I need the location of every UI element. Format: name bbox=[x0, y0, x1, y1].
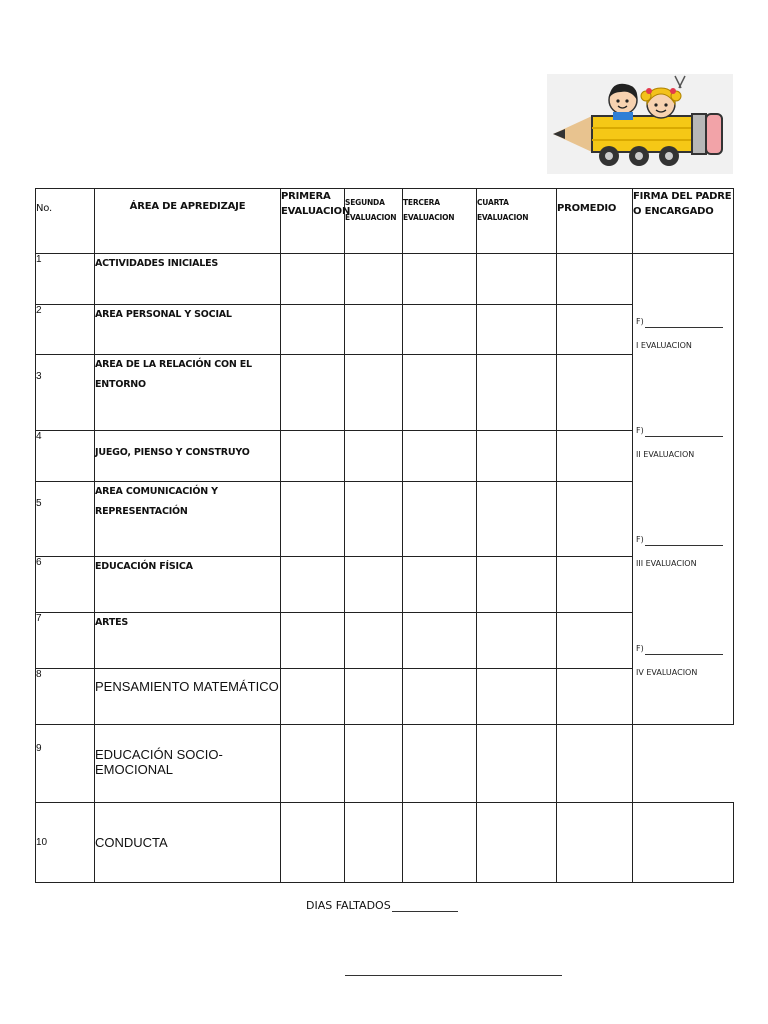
row-number: 8 bbox=[36, 669, 95, 725]
grade-cell-segunda[interactable] bbox=[345, 482, 403, 557]
grade-cell-primera[interactable] bbox=[281, 305, 345, 355]
area-name: PENSAMIENTO MATEMÁTICO bbox=[95, 669, 281, 725]
grade-cell-tercera[interactable] bbox=[403, 669, 477, 725]
grade-cell-tercera[interactable] bbox=[403, 482, 477, 557]
grade-cell-tercera[interactable] bbox=[403, 803, 477, 883]
grade-cell-segunda[interactable] bbox=[345, 557, 403, 613]
grades-table bbox=[35, 188, 734, 883]
firma-entry-1 bbox=[636, 316, 723, 350]
dias-faltados-label: DIAS FALTADOS bbox=[306, 899, 391, 912]
grade-cell-primera[interactable] bbox=[281, 431, 345, 482]
area-name: AREA COMUNICACIÓN Y REPRESENTACIÓN bbox=[95, 482, 281, 557]
table-row bbox=[36, 725, 734, 803]
grade-cell-promedio[interactable] bbox=[557, 254, 633, 305]
signature-line[interactable] bbox=[645, 327, 723, 328]
firma-prefix: F) bbox=[636, 535, 644, 544]
table-row bbox=[36, 557, 734, 613]
table-row bbox=[36, 803, 734, 883]
grade-cell-primera[interactable] bbox=[281, 254, 345, 305]
grade-cell-cuarta[interactable] bbox=[477, 613, 557, 669]
grade-cell-tercera[interactable] bbox=[403, 254, 477, 305]
grade-cell-cuarta[interactable] bbox=[477, 803, 557, 883]
grade-cell-segunda[interactable] bbox=[345, 254, 403, 305]
area-name: AREA DE LA RELACIÓN CON EL ENTORNO bbox=[95, 355, 281, 431]
grade-cell-primera[interactable] bbox=[281, 482, 345, 557]
grade-cell-primera[interactable] bbox=[281, 613, 345, 669]
grade-cell-promedio[interactable] bbox=[557, 669, 633, 725]
grade-cell-tercera[interactable] bbox=[403, 431, 477, 482]
grade-cell-primera[interactable] bbox=[281, 803, 345, 883]
grade-cell-segunda[interactable] bbox=[345, 803, 403, 883]
grade-cell-segunda[interactable] bbox=[345, 305, 403, 355]
grade-cell-cuarta[interactable] bbox=[477, 254, 557, 305]
firma-prefix: F) bbox=[636, 644, 644, 653]
header-row bbox=[36, 189, 734, 254]
row-number: 6 bbox=[36, 557, 95, 613]
grade-cell-promedio[interactable] bbox=[557, 803, 633, 883]
header-segunda: SEGUNDA EVALUACION bbox=[345, 189, 403, 254]
firma-column bbox=[633, 254, 734, 725]
area-name: EDUCACIÓN FÍSICA bbox=[95, 557, 281, 613]
grade-cell-primera[interactable] bbox=[281, 669, 345, 725]
grade-cell-primera[interactable] bbox=[281, 355, 345, 431]
grade-cell-promedio[interactable] bbox=[557, 613, 633, 669]
firma-entry-2 bbox=[636, 425, 723, 459]
area-name: EDUCACIÓN SOCIO-EMOCIONAL bbox=[95, 725, 281, 803]
eval-label: II EVALUACION bbox=[636, 450, 695, 459]
header-tercera: TERCERA EVALUACION bbox=[403, 189, 477, 254]
header-no: No. bbox=[36, 189, 95, 254]
table-row bbox=[36, 305, 734, 355]
signature-line-bottom[interactable] bbox=[345, 975, 562, 976]
grade-cell-primera[interactable] bbox=[281, 557, 345, 613]
area-name: ARTES bbox=[95, 613, 281, 669]
firma-prefix: F) bbox=[636, 317, 644, 326]
row-number: 9 bbox=[36, 725, 95, 803]
table-row bbox=[36, 355, 734, 431]
grade-cell-promedio[interactable] bbox=[557, 305, 633, 355]
row-number: 1 bbox=[36, 254, 95, 305]
area-name: CONDUCTA bbox=[95, 803, 281, 883]
firma-cell-conducta[interactable] bbox=[633, 803, 734, 883]
grade-cell-cuarta[interactable] bbox=[477, 305, 557, 355]
header-promedio: PROMEDIO bbox=[557, 189, 633, 254]
eval-label: IV EVALUACION bbox=[636, 668, 698, 677]
header-firma: FIRMA DEL PADRE O ENCARGADO bbox=[633, 189, 734, 254]
table-row bbox=[36, 431, 734, 482]
grade-cell-segunda[interactable] bbox=[345, 613, 403, 669]
kids-pencil-car-icon bbox=[547, 74, 733, 174]
table-row bbox=[36, 669, 734, 725]
area-name: AREA PERSONAL Y SOCIAL bbox=[95, 305, 281, 355]
row-number: 3 bbox=[36, 355, 95, 431]
grade-cell-tercera[interactable] bbox=[403, 725, 477, 803]
grade-cell-cuarta[interactable] bbox=[477, 557, 557, 613]
area-name: JUEGO, PIENSO Y CONSTRUYO bbox=[95, 431, 281, 482]
firma-entry-4 bbox=[636, 643, 723, 677]
header-area: ÁREA DE APREDIZAJE bbox=[95, 189, 281, 254]
row-number: 4 bbox=[36, 431, 95, 482]
grade-cell-tercera[interactable] bbox=[403, 355, 477, 431]
table-row bbox=[36, 254, 734, 305]
area-name: ACTIVIDADES INICIALES bbox=[95, 254, 281, 305]
dias-faltados-blank[interactable] bbox=[392, 911, 458, 912]
grade-cell-cuarta[interactable] bbox=[477, 482, 557, 557]
header-cuarta: CUARTA EVALUACION bbox=[477, 189, 557, 254]
row-number: 10 bbox=[36, 803, 95, 883]
row-number: 5 bbox=[36, 482, 95, 557]
header-primera: PRIMERA EVALUACION bbox=[281, 189, 345, 254]
grade-cell-segunda[interactable] bbox=[345, 431, 403, 482]
table-row bbox=[36, 482, 734, 557]
row-number: 7 bbox=[36, 613, 95, 669]
grade-cell-primera[interactable] bbox=[281, 725, 345, 803]
grade-cell-promedio[interactable] bbox=[557, 557, 633, 613]
grade-cell-tercera[interactable] bbox=[403, 305, 477, 355]
grade-cell-cuarta[interactable] bbox=[477, 669, 557, 725]
row-number: 2 bbox=[36, 305, 95, 355]
signature-line[interactable] bbox=[645, 545, 723, 546]
grade-cell-segunda[interactable] bbox=[345, 355, 403, 431]
signature-line[interactable] bbox=[645, 654, 723, 655]
firma-prefix: F) bbox=[636, 426, 644, 435]
eval-label: I EVALUACION bbox=[636, 341, 692, 350]
grade-cell-cuarta[interactable] bbox=[477, 725, 557, 803]
table-row bbox=[36, 613, 734, 669]
eval-label: III EVALUACION bbox=[636, 559, 697, 568]
signature-line[interactable] bbox=[645, 436, 723, 437]
grade-cell-promedio[interactable] bbox=[557, 431, 633, 482]
grade-cell-segunda[interactable] bbox=[345, 725, 403, 803]
grade-cell-promedio[interactable] bbox=[557, 482, 633, 557]
grade-cell-segunda[interactable] bbox=[345, 669, 403, 725]
grade-cell-promedio[interactable] bbox=[557, 355, 633, 431]
dias-faltados bbox=[306, 899, 458, 912]
grade-cell-cuarta[interactable] bbox=[477, 355, 557, 431]
grade-cell-cuarta[interactable] bbox=[477, 431, 557, 482]
grade-cell-tercera[interactable] bbox=[403, 557, 477, 613]
grade-cell-tercera[interactable] bbox=[403, 613, 477, 669]
firma-entry-3 bbox=[636, 534, 723, 568]
grade-cell-promedio[interactable] bbox=[557, 725, 633, 803]
